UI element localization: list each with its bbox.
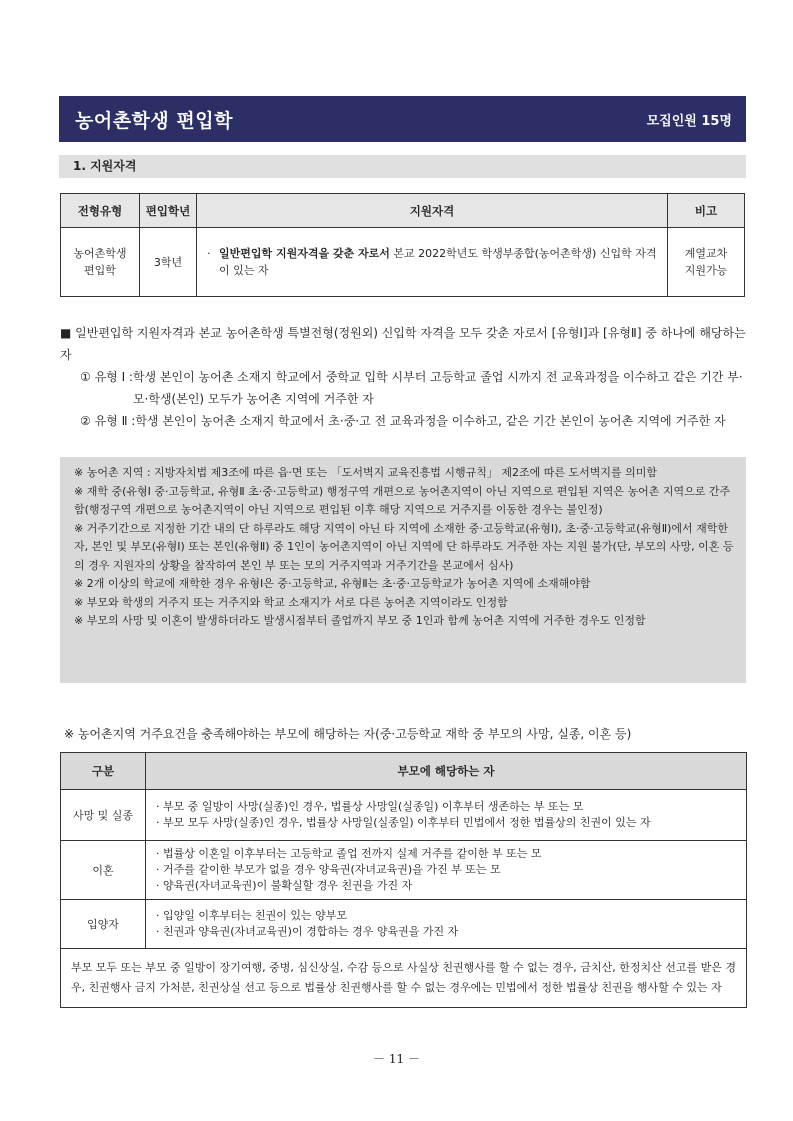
list-item: · 부모 모두 사망(실종)인 경우, 법률상 사망일(실종일) 이후부터 민법에서 정한 법률상의 친권이 있는 자: [156, 816, 651, 829]
row-content: [146, 841, 747, 900]
qualification-bold: 일반편입학 지원자격을 갖춘 자로서: [219, 247, 390, 260]
table-row: [61, 841, 747, 900]
table-row: [61, 790, 747, 841]
bullet: ·: [207, 247, 211, 260]
title-bar: [59, 96, 746, 142]
type1-text: 학생 본인이 농어촌 소재지 학교에서 중학교 입학 시부터 고등학교 졸업 시까지 전 교육과정을 이수하고 같은 기간 부·모·학생(본인) 모두가 농어촌 지역에 거주한 자: [132, 370, 743, 406]
requirement-main: [60, 322, 750, 366]
table-header-row: [61, 194, 745, 228]
header-cell: 편입학년: [140, 194, 197, 228]
list-item: · 부모 중 일방이 사망(실종)인 경우, 법률상 사망일(실종일) 이후부터 생존하는 부 또는 모: [156, 800, 584, 813]
list-item: · 법률상 이혼일 이후부터는 고등학교 졸업 전까지 실제 거주를 같이한 부 또는 모: [156, 847, 542, 860]
header-cell: 전형유형: [61, 194, 140, 228]
parents-heading: ※ 농어촌지역 거주요건을 충족해야하는 부모에 해당하는 자(중·고등학교 재학 중 부모의 사망, 실종, 이혼 등): [64, 727, 632, 741]
type2-label: ② 유형 Ⅱ :: [80, 414, 136, 428]
list-item: · 양육권(자녀교육권)이 불확실할 경우 친권을 가진 자: [156, 879, 413, 892]
qualification-table: [60, 193, 745, 297]
row-content: [146, 900, 747, 949]
parents-table: [60, 752, 747, 1008]
remark-item: ※ 2개 이상의 학교에 재학한 경우 유형Ⅰ은 중·고등학교, 유형Ⅱ는 초·중·고등학교가 농어촌 지역에 소재해야함: [74, 577, 591, 590]
header-cell: 비고: [668, 194, 745, 228]
quota-label: 모집인원 15명: [646, 113, 732, 129]
page-number: － 11 －: [373, 1052, 420, 1066]
page-title: 농어촌학생 편입학: [75, 109, 233, 132]
table-row: [61, 900, 747, 949]
requirement-type1: [60, 366, 750, 410]
list-item: · 친권과 양육권(자녀교육권)이 경합하는 경우 양육권을 가진 자: [156, 925, 459, 938]
requirements: [60, 322, 750, 432]
section-heading: 1. 지원자격: [59, 155, 746, 178]
remarks-box: [60, 457, 746, 683]
grade-cell: 3학년: [140, 228, 197, 297]
list-item: · 거주를 같이한 부모가 없을 경우 양육권(자녀교육권)을 가진 부 또는 모: [156, 863, 501, 876]
row-label: 이혼: [61, 841, 146, 900]
remark-item: ※ 거주기간으로 지정한 기간 내의 단 하루라도 해당 지역이 아닌 타 지역에 소재한 중·고등학교(유형Ⅰ), 초·중·고등학교(유형Ⅱ)에서 재학한 자, 본인 및 부모(유형Ⅰ) 또는 본인(유형Ⅱ) 중 1인이 농어촌지역이 아닌 지역에 단 하루라도 거주한 자는 지원 불가(단, 부모의 사망, 이혼 등의 경우 지원자의 상황을 참작하여 본인 부 또는 모의 거주지역과 거주기간을 본교에서 심사): [74, 521, 734, 572]
table-row: [61, 949, 747, 1008]
table-row: [61, 228, 745, 297]
remark-item: ※ 부모의 사망 및 이혼이 발생하더라도 발생시점부터 졸업까지 부모 중 1인과 함께 농어촌 지역에 거주한 경우도 인정함: [74, 614, 646, 627]
requirement-type2: [60, 410, 750, 432]
note-cell: 계열교차 지원가능: [668, 228, 745, 297]
qualification-cell: [197, 228, 668, 297]
header-cell: 구분: [61, 753, 146, 790]
type-cell: 농어촌학생 편입학: [61, 228, 140, 297]
row-label: 입양자: [61, 900, 146, 949]
row-content: [146, 790, 747, 841]
header-cell: 지원자격: [197, 194, 668, 228]
type2-text: 학생 본인이 농어촌 소재지 학교에서 초·중·고 전 교육과정을 이수하고, 같은 기간 본인이 농어촌 지역에 거주한 자: [135, 414, 726, 428]
list-item: · 입양일 이후부터는 친권이 있는 양부모: [156, 909, 347, 922]
remark-item: ※ 농어촌 지역 : 지방자치법 제3조에 따른 읍·면 또는 「도서벽지 교육진흥법 시행규칙」 제2조에 따른 도서벽지를 의미함: [74, 466, 658, 479]
requirement-main-text: ■ 일반편입학 지원자격과 본교 농어촌학생 특별전형(정원외) 신입학 자격을 모두 갖춘 자로서 [유형Ⅰ]과 [유형Ⅱ] 중 하나에 해당하는 자: [60, 326, 746, 362]
remark-item: ※ 재학 중(유형Ⅰ 중·고등학교, 유형Ⅱ 초·중·고등학교) 행정구역 개편으로 농어촌지역이 아닌 지역으로 편입된 지역은 농어촌 지역으로 간주함(행정구역 개편으로 농어촌지역이 아닌 지역으로 편입된 이후 해당 지역으로 거주지를 이동한 경우는 불인정): [74, 484, 731, 516]
remark-item: ※ 부모와 학생의 거주지 또는 거주지와 학교 소재지가 서로 다른 농어촌 지역이라도 인정함: [74, 595, 508, 609]
table-header-row: [61, 753, 747, 790]
row-label: 사망 및 실종: [61, 790, 146, 841]
type1-label: ① 유형 Ⅰ :: [80, 370, 133, 384]
footer-note: 부모 모두 또는 부모 중 일방이 장기여행, 중병, 심신상실, 수감 등으로 사실상 친권행사를 할 수 없는 경우, 금치산, 한정치산 선고를 받은 경우, 친권행사 금지 가처분, 친권상실 선고 등으로 법률상 친권행사를 할 수 없는 경우에는 민법에서 정한 법률상 친권을 행사할 수 있는 자: [61, 949, 747, 1008]
qualification-text: 본교 2022학년도 학생부종합(농어촌학생) 신입학 자격이 있는 자: [219, 247, 657, 277]
header-cell: 부모에 해당하는 자: [146, 753, 747, 790]
